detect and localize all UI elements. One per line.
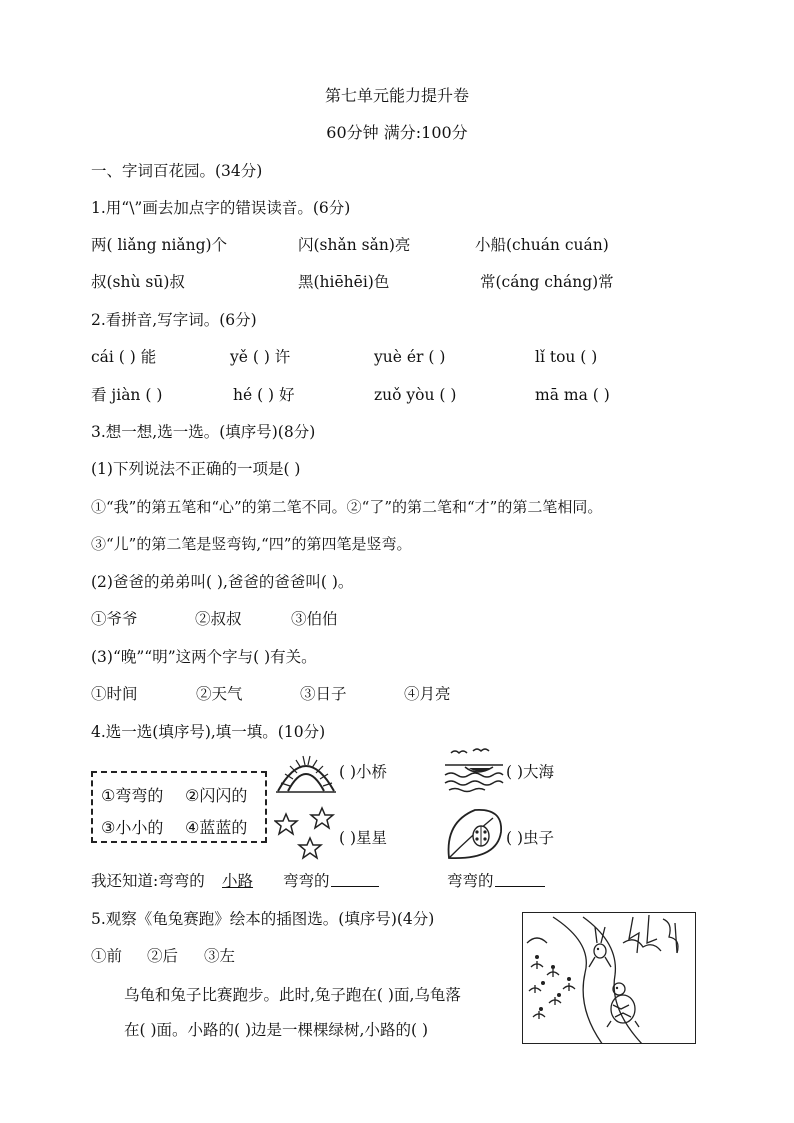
q3-prompt: 3.想一想,选一选。(填序号)(8分) bbox=[91, 423, 316, 441]
q4-box-option: ③小小的 bbox=[101, 818, 164, 837]
q3-part1: (1)下列说法不正确的一项是( ) bbox=[91, 460, 301, 478]
q5-option: ③左 bbox=[204, 947, 236, 965]
q4-fill-item: ( )小桥 bbox=[339, 763, 388, 781]
q2-item: yuè ér ( ) bbox=[374, 348, 446, 366]
q3-part2: (2)爸爸的弟弟叫( ),爸爸的爸爸叫( )。 bbox=[91, 573, 354, 591]
q5-text-line: 乌龟和兔子比赛跑步。此时,兔子跑在( )面,乌龟落 bbox=[124, 986, 461, 1004]
bridge-icon bbox=[275, 745, 337, 797]
q1-item: 叔(shù sū)叔 bbox=[91, 273, 185, 291]
q3-part3: (3)“晚”“明”这两个字与( )有关。 bbox=[91, 648, 317, 666]
q4-fill-item: ( )星星 bbox=[339, 829, 388, 847]
q4-box-option: ①弯弯的 bbox=[101, 786, 164, 805]
leaf-bug-icon bbox=[443, 806, 505, 864]
answer-blank[interactable] bbox=[495, 872, 545, 887]
q5-option: ②后 bbox=[147, 947, 179, 965]
q3-option: ②叔叔 bbox=[195, 610, 242, 628]
q3-part1-line: ①“我”的第五笔和“心”的第二笔不同。②“了”的第二笔和“才”的第二笔相同。 bbox=[91, 498, 603, 516]
section-heading: 一、字词百花园。(34分) bbox=[91, 162, 263, 180]
q1-prompt: 1.用“\”画去加点字的错误读音。(6分) bbox=[91, 199, 351, 217]
q2-item: cái ( ) 能 bbox=[91, 348, 157, 366]
stars-icon bbox=[274, 802, 336, 868]
q1-item: 小船(chuán cuán) bbox=[475, 236, 609, 254]
page-subtitle: 60分钟 满分:100分 bbox=[326, 123, 468, 142]
q1-item: 闪(shǎn sǎn)亮 bbox=[298, 236, 411, 254]
q2-item: 看 jiàn ( ) bbox=[91, 386, 163, 404]
q4-box-option: ④蓝蓝的 bbox=[185, 818, 248, 837]
q5-prompt: 5.观察《龟兔赛跑》绘本的插图选。(填序号)(4分) bbox=[91, 910, 435, 928]
tortoise-hare-illustration bbox=[522, 912, 696, 1044]
q4-extra-prompt: 弯弯的 bbox=[283, 872, 330, 890]
answer-blank[interactable] bbox=[331, 872, 379, 887]
q4-prompt: 4.选一选(填序号),填一填。(10分) bbox=[91, 723, 326, 741]
q2-item: lǐ tou ( ) bbox=[535, 348, 598, 366]
q4-fill-item: ( )虫子 bbox=[506, 829, 555, 847]
q5-option: ①前 bbox=[91, 947, 123, 965]
q3-option: ②天气 bbox=[196, 685, 243, 703]
q4-extra-label: 我还知道:弯弯的 bbox=[91, 872, 205, 890]
q2-item: hé ( ) 好 bbox=[233, 386, 295, 404]
q1-item: 两( liǎng niǎng)个 bbox=[91, 236, 228, 254]
page-title: 第七单元能力提升卷 bbox=[324, 86, 469, 105]
q4-fill-item: ( )大海 bbox=[506, 763, 555, 781]
q2-item: mā ma ( ) bbox=[535, 386, 610, 404]
q3-option: ③伯伯 bbox=[291, 610, 338, 628]
q4-extra-prompt: 弯弯的 bbox=[447, 872, 494, 890]
q2-item: zuǒ yòu ( ) bbox=[374, 386, 457, 404]
race-scene-icon bbox=[523, 913, 696, 1044]
q2-prompt: 2.看拼音,写字词。(6分) bbox=[91, 311, 257, 329]
q3-option: ①时间 bbox=[91, 685, 138, 703]
q1-item: 常(cáng cháng)常 bbox=[480, 273, 614, 291]
q3-option: ③日子 bbox=[300, 685, 347, 703]
q2-item: yě ( ) 许 bbox=[230, 348, 291, 366]
q3-option: ①爷爷 bbox=[91, 610, 138, 628]
q4-box-option: ②闪闪的 bbox=[185, 786, 248, 805]
q1-item: 黑(hiēhēi)色 bbox=[298, 273, 390, 291]
sea-icon bbox=[443, 745, 505, 793]
q4-extra-example: 小路 bbox=[222, 872, 254, 890]
q4-option-box bbox=[91, 771, 267, 843]
q3-option: ④月亮 bbox=[404, 685, 451, 703]
q5-text-line: 在( )面。小路的( )边是一棵棵绿树,小路的( ) bbox=[124, 1021, 428, 1039]
q3-part1-line: ③“儿”的第二笔是竖弯钩,“四”的第四笔是竖弯。 bbox=[91, 535, 412, 553]
